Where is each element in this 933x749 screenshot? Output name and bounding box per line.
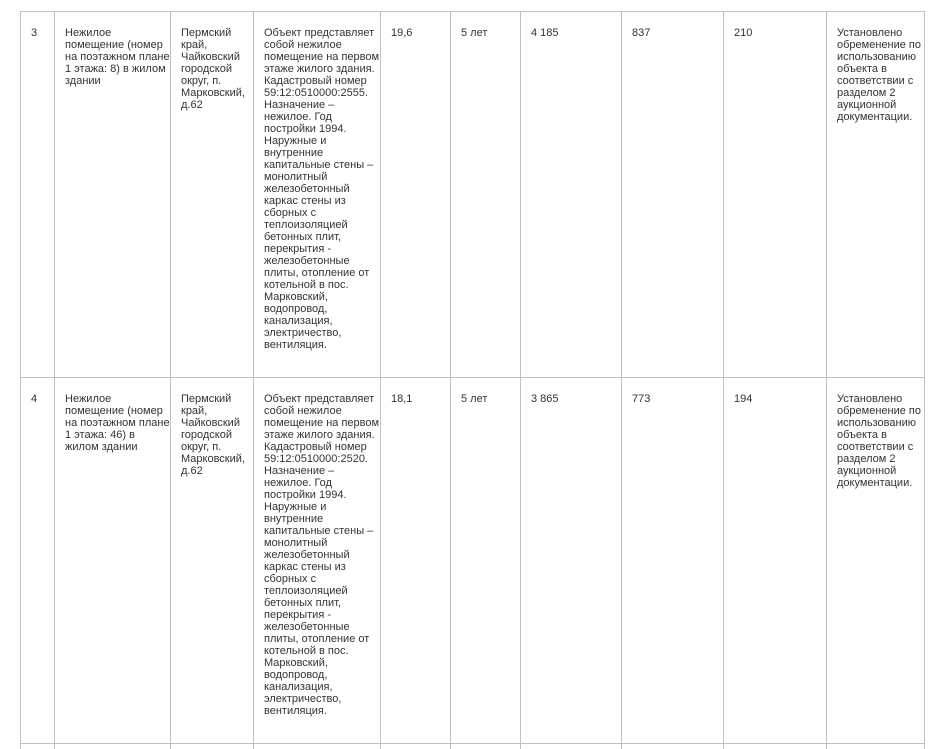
lot-name: Нежилое помещение (номер на поэтажном плане 1 этажа: 46) в жилом здании bbox=[65, 393, 170, 453]
empty-cell bbox=[254, 744, 381, 749]
lot-address-cell bbox=[171, 12, 254, 378]
lot-name-cell bbox=[55, 378, 171, 744]
lot-price: 3 865 bbox=[531, 393, 559, 405]
lot-step-cell bbox=[724, 12, 827, 378]
empty-cell bbox=[451, 744, 521, 749]
lot-description: Объект представляет собой нежилое помещение на первом этаже жилого здания. Кадастровый номер 59:12:0510000:2520. Назначение – нежилое. Год постройки 1994. Наружные и внутренние капитальные стены – монолитный железобетонный каркас стены из сборных с теплоизоляцией бетонных плит, перекрытия - железобетонные плиты, отопление от котельной в пос. Марковский, водопровод, канализация, электричество, вентиляция. bbox=[264, 393, 380, 717]
lot-address: Пермский край, Чайковский городской округ, п. Марковский, д.62 bbox=[181, 393, 245, 477]
lot-term-cell bbox=[451, 378, 521, 744]
empty-cell bbox=[55, 744, 171, 749]
empty-cell bbox=[724, 744, 827, 749]
lot-step: 194 bbox=[734, 393, 753, 405]
lot-term: 5 лет bbox=[461, 393, 488, 405]
lot-number: 4 bbox=[31, 393, 38, 405]
empty-cell bbox=[381, 744, 451, 749]
lot-encumbrance-cell bbox=[827, 378, 925, 744]
lot-step-cell bbox=[724, 378, 827, 744]
table-row bbox=[21, 12, 925, 378]
lot-term: 5 лет bbox=[461, 27, 488, 39]
empty-cell bbox=[827, 744, 925, 749]
lot-area-cell bbox=[381, 378, 451, 744]
table-row bbox=[21, 744, 925, 749]
lots-table bbox=[20, 11, 925, 749]
lot-deposit-cell bbox=[622, 12, 724, 378]
empty-cell bbox=[521, 744, 622, 749]
lot-price-cell bbox=[521, 12, 622, 378]
lot-description-cell bbox=[254, 12, 381, 378]
lot-description-cell bbox=[254, 378, 381, 744]
lot-name-cell bbox=[55, 12, 171, 378]
lot-number-cell bbox=[21, 378, 55, 744]
lot-deposit: 837 bbox=[632, 27, 651, 39]
lot-number-cell bbox=[21, 12, 55, 378]
lot-address: Пермский край, Чайковский городской округ, п. Марковский, д.62 bbox=[181, 27, 245, 111]
lot-area-cell bbox=[381, 12, 451, 378]
lot-encumbrance-cell bbox=[827, 12, 925, 378]
lot-name: Нежилое помещение (номер на поэтажном плане 1 этажа: 8) в жилом здании bbox=[65, 27, 170, 87]
lot-area: 19,6 bbox=[391, 27, 413, 39]
table-row bbox=[21, 378, 925, 744]
lot-price-cell bbox=[521, 378, 622, 744]
lot-address-cell bbox=[171, 378, 254, 744]
lot-description: Объект представляет собой нежилое помещение на первом этаже жилого здания. Кадастровый номер 59:12:0510000:2555. Назначение – нежилое. Год постройки 1994. Наружные и внутренние капитальные стены – монолитный железобетонный каркас стены из сборных с теплоизоляцией бетонных плит, перекрытия - железобетонные плиты, отопление от котельной в пос. Марковский, водопровод, канализация, электричество, вентиляция. bbox=[264, 27, 380, 351]
lot-number: 3 bbox=[31, 27, 38, 39]
empty-cell bbox=[21, 744, 55, 749]
lot-step: 210 bbox=[734, 27, 753, 39]
empty-cell bbox=[171, 744, 254, 749]
lot-encumbrance: Установлено обременение по использованию объекта в соответствии с разделом 2 аукционной документации. bbox=[837, 393, 921, 489]
lot-deposit: 773 bbox=[632, 393, 651, 405]
lot-term-cell bbox=[451, 12, 521, 378]
lot-deposit-cell bbox=[622, 378, 724, 744]
lot-price: 4 185 bbox=[531, 27, 559, 39]
lot-encumbrance: Установлено обременение по использованию объекта в соответствии с разделом 2 аукционной документации. bbox=[837, 27, 921, 123]
lot-area: 18,1 bbox=[391, 393, 413, 405]
empty-cell bbox=[622, 744, 724, 749]
